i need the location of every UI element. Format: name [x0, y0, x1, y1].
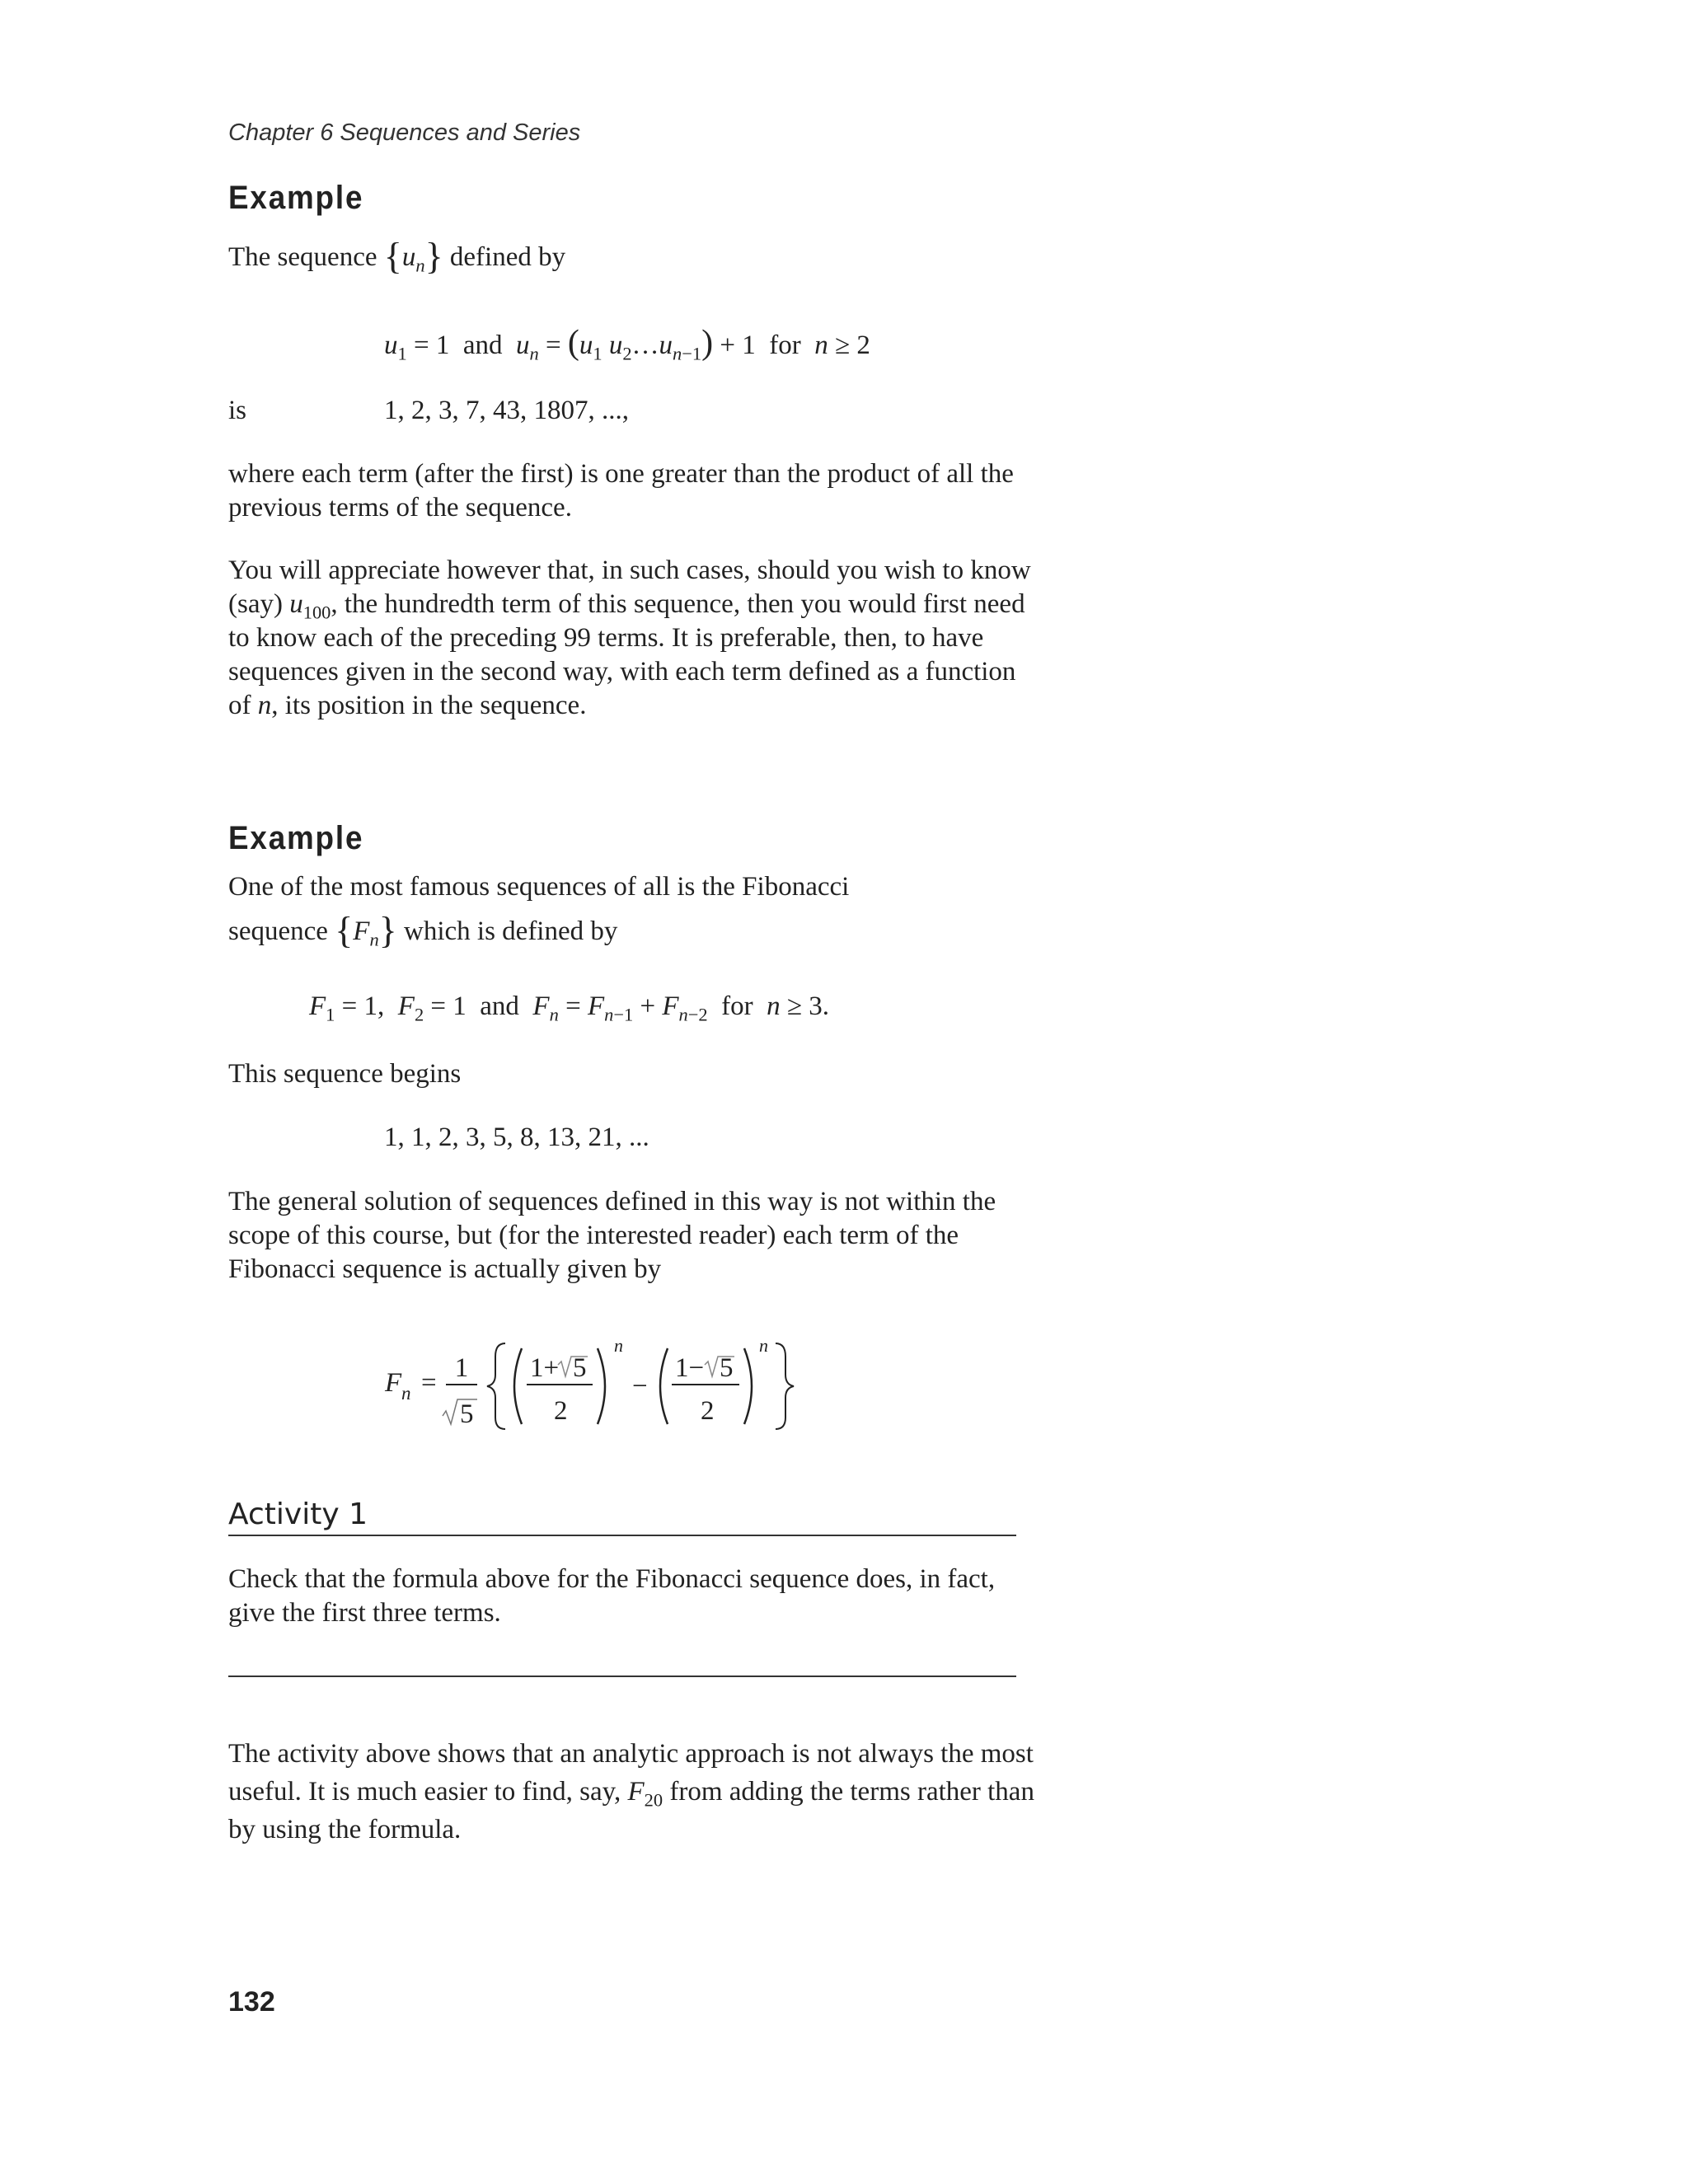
- binet-formula: [375, 1327, 804, 1442]
- fibonacci-recurrence: $F_1 = 1$, $F_2 = 1$ and $F_n = F_{n-1} + F_{n-2}$ for n ≥ 3.: [309, 991, 829, 1025]
- example1-intro: The sequence $\{u_n\}$ defined by: [228, 235, 566, 277]
- closing-paragraph: The activity above shows that an analytic approach is not always the most useful. It is much easier to find, say, $F_{20}$ from adding the terms rather than by using the formula.: [228, 1739, 1034, 1844]
- svg-text:−: −: [632, 1371, 648, 1401]
- svg-text:n: n: [759, 1335, 768, 1356]
- svg-text:n: n: [614, 1335, 623, 1356]
- activity-text: Check that the formula above for the Fibonacci sequence does, in fact, give the first three terms.: [228, 1564, 996, 1628]
- fibonacci-terms: 1, 1, 2, 3, 5, 8, 13, 21, ...: [384, 1122, 649, 1152]
- svg-text:n: n: [401, 1383, 411, 1404]
- is-label: is: [228, 396, 247, 425]
- svg-text:5: 5: [460, 1399, 474, 1429]
- chapter-header: Chapter 6 Sequences and Series: [228, 120, 581, 146]
- example-heading-1: Example: [228, 180, 364, 216]
- sequence-terms-1: 1, 2, 3, 7, 43, 1807, ...,: [384, 396, 629, 425]
- sequence-begins-label: This sequence begins: [228, 1059, 462, 1089]
- svg-text:1−: 1−: [675, 1353, 705, 1383]
- svg-text:1: 1: [454, 1353, 469, 1383]
- example1-paragraph-1: where each term (after the first) is one greater than the product of all the previous terms of the sequence.: [228, 459, 1014, 523]
- page-number: 132: [228, 1986, 275, 2018]
- example1-paragraph-2: You will appreciate however that, in such cases, should you wish to know (say) $u_{100}$, the hundredth term of this sequence, then you would first need to know each of the preceding 99 terms. It is preferable, then, to have sequences given in the second way, with each term defined as a function of n, its position in the sequence.: [228, 555, 1031, 720]
- example2-line-1: One of the most famous sequences of all is the Fibonacci: [228, 872, 850, 902]
- example2-paragraph: The general solution of sequences defined in this way is not within the scope of this course, but (for the interested reader) each term of the Fibonacci sequence is actually given by: [228, 1187, 996, 1284]
- svg-text:5: 5: [573, 1353, 587, 1383]
- svg-text:2: 2: [701, 1396, 715, 1426]
- svg-text:=: =: [421, 1368, 437, 1398]
- svg-text:F: F: [385, 1368, 402, 1398]
- svg-text:1+: 1+: [530, 1353, 560, 1383]
- recurrence-formula: $u_1 = 1$ and $u_n = (u_1$ $u_2\dots u_{n-1}) + 1$ for n ≥ 2: [384, 324, 870, 364]
- svg-text:2: 2: [554, 1396, 568, 1426]
- example2-line-2: sequence $\{F_n\}$ which is defined by: [228, 909, 618, 951]
- example-heading-2: Example: [228, 820, 364, 856]
- activity-bottom-rule: [228, 1675, 1016, 1677]
- activity-heading: Activity 1: [228, 1492, 1016, 1536]
- svg-text:5: 5: [720, 1353, 734, 1383]
